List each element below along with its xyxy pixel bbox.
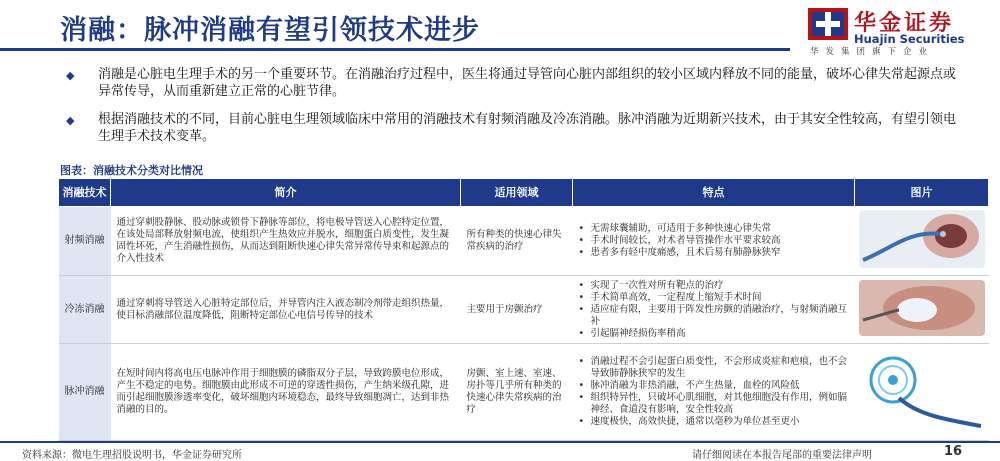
table-header-row bbox=[59, 179, 989, 207]
bullet-text: 根据消融技术的不同，目前心脏电生理领域临床中常用的消融技术有射频消融及冷冻消融。脉冲消融为近期新兴技术，由于其安全性较高，有望引领电生理手术技术变革。 bbox=[98, 112, 957, 144]
technique-scope: 房颤、室上速、室速、房扑等几乎所有种类的快速心律失常疾病的治疗 bbox=[461, 344, 573, 441]
feature-item: • 适应症有限，主要用于阵发性房颤的消融治疗，与射频消融互补 bbox=[579, 304, 849, 328]
technique-features bbox=[573, 344, 855, 441]
technique-image-cell bbox=[855, 276, 989, 344]
feature-item: • 手术时间较长，对术者导管操作水平要求较高 bbox=[579, 235, 849, 247]
summary-bullets bbox=[60, 66, 960, 156]
company-logo bbox=[808, 6, 993, 56]
feature-item: • 手术简单高效，一定程度上缩短手术时间 bbox=[579, 292, 849, 304]
table-row bbox=[59, 344, 989, 441]
rf-catheter-image bbox=[859, 210, 985, 268]
feature-item: • 患者多有轻中度痛感，且术后易有肺静脉狭窄 bbox=[579, 247, 849, 259]
technique-name: 脉冲消融 bbox=[59, 344, 111, 441]
page-title: 消融：脉冲消融有望引领技术进步 bbox=[60, 15, 480, 46]
summary-bullet bbox=[60, 111, 960, 145]
technique-intro: 通过穿刺股静脉、股动脉或锁骨下静脉等部位，将电极导管送入心腔特定位置，在该处局部释放射频电流，使组织产生热效应并脱水，细胞蛋白质变性，发生凝固性坏死，产生消融性损伤，从而达到阻断快速心律失常异常传导束和起源点的介入性技术 bbox=[111, 207, 461, 276]
source-note: 资料来源：微电生理招股说明书，华金证券研究所 bbox=[22, 450, 242, 461]
diamond-bullet-icon: ◆ bbox=[66, 69, 75, 82]
technique-features bbox=[573, 276, 855, 344]
logo-chinese-name: 华金证券 bbox=[854, 11, 955, 36]
summary-bullet bbox=[60, 66, 960, 100]
header bbox=[0, 0, 1000, 58]
ablation-comparison-table bbox=[58, 178, 989, 441]
feature-item: • 引起膈神经损伤率稍高 bbox=[579, 328, 849, 340]
page-number: 16 bbox=[944, 444, 963, 459]
header-image: 图片 bbox=[855, 179, 989, 207]
header-scope: 适用领域 bbox=[461, 179, 573, 207]
header-intro: 简介 bbox=[111, 179, 461, 207]
feature-item: • 组织特异性，只破坏心肌细胞，对其他细胞没有作用，例如膈神经、食道没有影响，安全性较高 bbox=[579, 392, 849, 416]
logo-english-name: Huajin Securities bbox=[854, 32, 965, 46]
technique-intro: 在短时间内将高电压电脉冲作用于细胞膜的磷脂双分子层，导致跨膜电位形成，产生不稳定的电势。细胞膜由此形成不可逆的穿透性损伤，产生纳米级孔隙，进而引起细胞膜渗透率变化，破坏细胞内环境稳态，最终导致细胞凋亡，达到非热消融的目的。 bbox=[111, 344, 461, 441]
feature-item: • 脉冲消融为非热消融，不产生热量，血栓的风险低 bbox=[579, 380, 849, 392]
huajin-logo-icon bbox=[808, 8, 848, 40]
header-technique: 消融技术 bbox=[59, 179, 111, 207]
technique-scope: 主要用于房颤治疗 bbox=[461, 276, 573, 344]
feature-item: • 无需球囊辅助，可适用于多种快速心律失常 bbox=[579, 223, 849, 235]
title-divider bbox=[0, 48, 790, 51]
pulsed-field-catheter-image bbox=[859, 346, 985, 434]
technique-scope: 所有种类的快速心律失常疾病的治疗 bbox=[461, 207, 573, 276]
logo-tagline: 华发集团旗下企业 bbox=[810, 47, 935, 57]
footer bbox=[0, 441, 1000, 461]
table-row bbox=[59, 207, 989, 276]
diamond-bullet-icon: ◆ bbox=[66, 114, 75, 127]
header-features: 特点 bbox=[573, 179, 855, 207]
feature-item: • 速度极快，高效快捷，通常以毫秒为单位甚至更小 bbox=[579, 416, 849, 428]
technique-image-cell bbox=[855, 344, 989, 441]
technique-intro: 通过穿刺将导管送入心脏特定部位后，并导管内注入液态制冷剂带走组织热量，使目标消融部位温度降低，阻断特定部位心电信号传导的技术 bbox=[111, 276, 461, 344]
legal-disclaimer: 请仔细阅读在本报告尾部的重要法律声明 bbox=[692, 450, 872, 461]
bullet-text: 消融是心脏电生理手术的另一个重要环节。在消融治疗过程中，医生将通过导管向心脏内部组织的较小区域内释放不同的能量，破坏心律失常起源点或异常传导，从而重新建立正常的心脏节律。 bbox=[98, 67, 957, 99]
technique-features bbox=[573, 207, 855, 276]
feature-item: • 消融过程不会引起蛋白质变性，不会形成炎症和疤痕，也不会导致肺静脉狭窄的发生 bbox=[579, 356, 849, 380]
cryo-balloon-image bbox=[859, 280, 985, 336]
footer-divider bbox=[0, 441, 1000, 443]
technique-name: 射频消融 bbox=[59, 207, 111, 276]
technique-name: 冷冻消融 bbox=[59, 276, 111, 344]
figure-caption: 图表：消融技术分类对比情况 bbox=[60, 164, 203, 177]
feature-item: • 实现了一次性对所有靶点的治疗 bbox=[579, 280, 849, 292]
technique-image-cell bbox=[855, 207, 989, 276]
table-row bbox=[59, 276, 989, 344]
